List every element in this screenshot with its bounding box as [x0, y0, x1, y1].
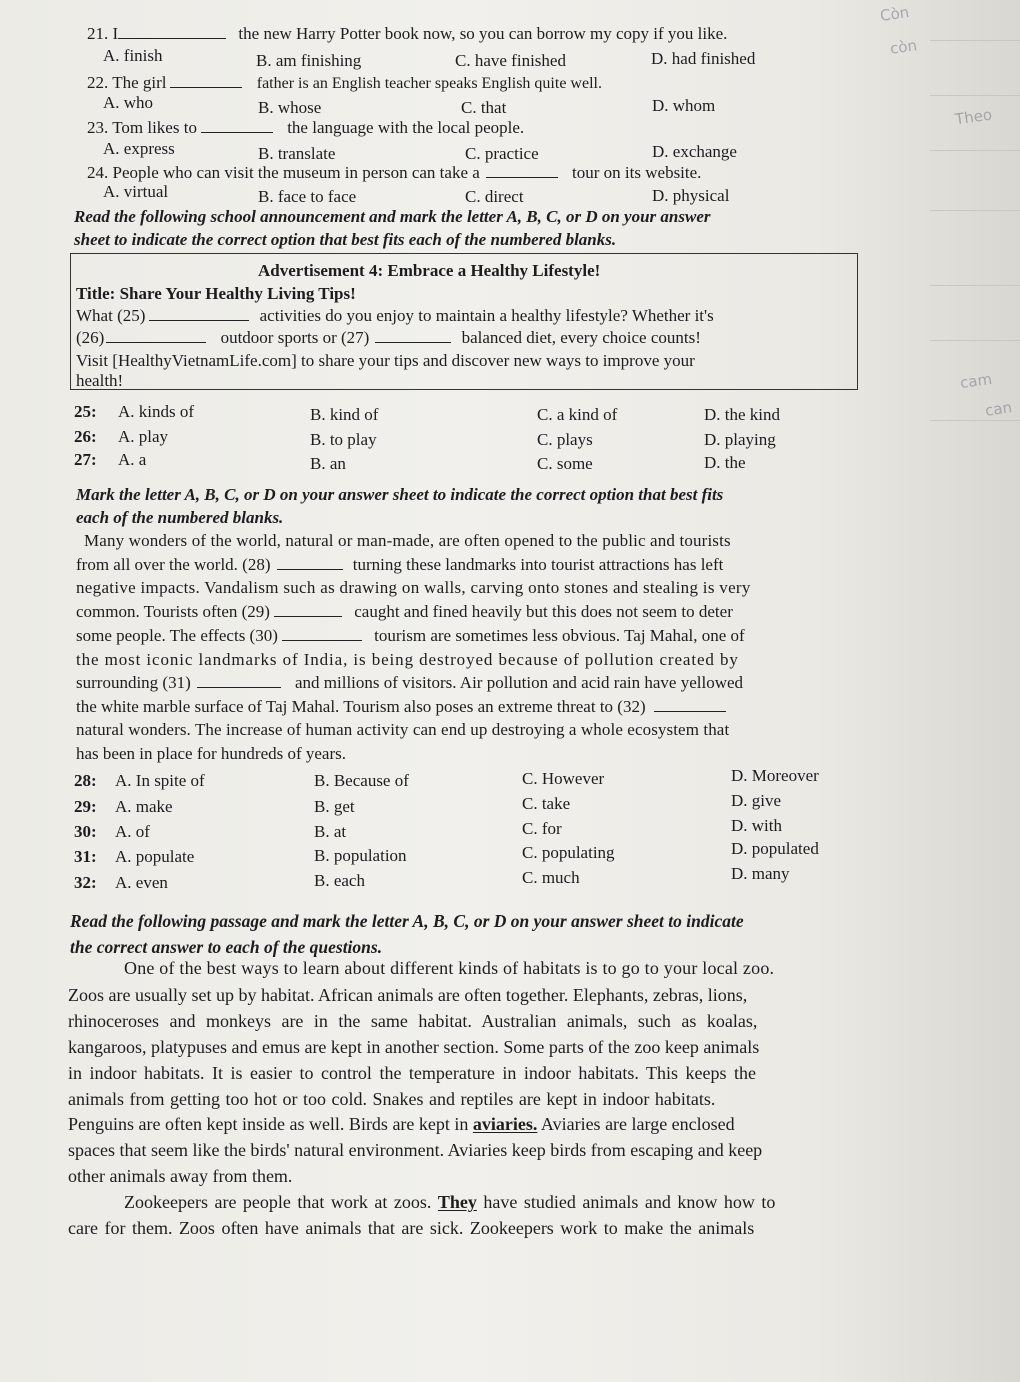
passage-line: the most iconic landmarks of India, is being destroyed because of pollution created by — [76, 650, 739, 669]
option-d: D. had finished — [651, 49, 756, 68]
passage-line: negative impacts. Vandalism such as drawing on walls, carving onto stones and stealing is very — [76, 578, 751, 597]
answer-blank[interactable] — [654, 697, 726, 712]
option-d: D. many — [731, 864, 790, 883]
handwritten-note: Theo — [953, 105, 994, 129]
passage-line: care for them. Zoos often have animals that are sick. Zookeepers work to make the animals — [68, 1218, 755, 1238]
margin-rule — [930, 420, 1020, 421]
option-c: C. much — [522, 868, 580, 887]
passage-line: One of the best ways to learn about different kinds of habitats is to go to your local zoo. — [124, 958, 775, 978]
underlined-word: They — [437, 1192, 477, 1212]
option-d: D. populated — [731, 839, 819, 858]
passage-line: spaces that seem like the birds' natural environment. Aviaries keep birds from escaping and keep — [68, 1140, 763, 1160]
option-d: D. the kind — [704, 405, 781, 424]
option-d: D. Moreover — [731, 766, 819, 785]
passage-line: Zookeepers are people that work at zoos. They have studied animals and know how to — [124, 1192, 776, 1212]
option-a: A. a — [118, 450, 147, 469]
margin-rule — [930, 95, 1020, 96]
option-a: A. who — [103, 93, 154, 112]
question-24: 24. People who can visit the museum in person can take a tour on its website. — [87, 163, 702, 182]
option-b: B. kind of — [310, 405, 379, 424]
option-a: A. even — [115, 873, 168, 892]
option-a: A. express — [103, 139, 175, 158]
option-a: A. of — [115, 822, 150, 841]
option-c: C. direct — [465, 187, 524, 206]
passage-line: some people. The effects (30) tourism are sometimes less obvious. Taj Mahal, one of — [76, 626, 745, 645]
option-d: D. exchange — [652, 142, 737, 161]
instruction-text: sheet to indicate the correct option that best fits each of the numbered blanks. — [74, 230, 617, 249]
instruction-text: the correct answer to each of the questions. — [70, 937, 383, 957]
passage-line: animals from getting too hot or too cold. Snakes and reptiles are kept in indoor habitats. — [68, 1089, 716, 1109]
answer-blank[interactable] — [197, 673, 281, 688]
passage-line: kangaroos, platypuses and emus are kept in another section. Some parts of the zoo keep animals — [68, 1037, 760, 1057]
option-d: D. give — [731, 791, 782, 810]
passage-line: Many wonders of the world, natural or man-made, are often opened to the public and tourists — [84, 531, 731, 550]
ad-title: Title: Share Your Healthy Living Tips! — [76, 284, 356, 303]
margin-rule — [930, 285, 1020, 286]
passage-line: has been in place for hundreds of years. — [76, 744, 347, 763]
option-c: C. some — [537, 454, 593, 473]
question-number: 30: — [74, 822, 97, 841]
underlined-word: aviaries. — [472, 1114, 538, 1134]
passage-line: from all over the world. (28) turning these landmarks into tourist attractions has left — [76, 555, 724, 574]
question-23: 23. Tom likes to the language with the local people. — [87, 118, 525, 137]
option-b: B. translate — [258, 144, 336, 163]
instruction-text: Mark the letter A, B, C, or D on your answer sheet to indicate the correct option that best fits — [76, 485, 724, 504]
option-b: B. an — [310, 454, 346, 473]
question-number: 25: — [74, 402, 97, 421]
question-number: 31: — [74, 847, 97, 866]
option-d: D. with — [731, 816, 782, 835]
passage-line: Penguins are often kept inside as well. Birds are kept in aviaries. Aviaries are large enclosed — [68, 1114, 735, 1134]
margin-rule — [930, 340, 1020, 341]
option-a: A. make — [115, 797, 173, 816]
passage-line: surrounding (31) and millions of visitors. Air pollution and acid rain have yellowed — [76, 673, 744, 692]
option-d: D. playing — [704, 430, 776, 449]
instruction-text: Read the following school announcement and mark the letter A, B, C, or D on your answer — [74, 207, 711, 226]
question-number: 27: — [74, 450, 97, 469]
answer-blank[interactable] — [486, 163, 558, 178]
option-d: D. physical — [652, 186, 730, 205]
margin-rule — [930, 40, 1020, 41]
option-c: C. take — [522, 794, 571, 813]
question-22: 22. The girl father is an English teacher speaks English quite well. — [87, 73, 602, 92]
option-b: B. each — [314, 871, 365, 890]
question-number: 26: — [74, 427, 97, 446]
option-c: C. for — [522, 819, 562, 838]
option-a: A. finish — [103, 46, 163, 65]
option-b: B. get — [314, 797, 355, 816]
passage-line: rhinoceroses and monkeys are in the same habitat. Australian animals, such as koalas, — [68, 1011, 758, 1031]
answer-blank[interactable] — [201, 118, 273, 133]
margin-rule — [930, 210, 1020, 211]
instruction-text: each of the numbered blanks. — [76, 508, 284, 527]
question-number: 32: — [74, 873, 97, 892]
option-a: A. In spite of — [115, 771, 205, 790]
option-c: C. plays — [537, 430, 593, 449]
option-c: C. have finished — [455, 51, 566, 70]
option-c: C. a kind of — [537, 405, 618, 424]
ad-line: What (25) activities do you enjoy to maintain a healthy lifestyle? Whether it's — [76, 306, 714, 325]
passage-line: the white marble surface of Taj Mahal. Tourism also poses an extreme threat to (32) — [76, 697, 726, 717]
answer-blank[interactable] — [277, 555, 343, 570]
option-c: C. practice — [465, 144, 539, 163]
option-a: A. play — [118, 427, 169, 446]
question-21: 21. I the new Harry Potter book now, so you can borrow my copy if you like. — [87, 24, 728, 43]
option-a: A. populate — [115, 847, 195, 866]
option-c: C. that — [461, 98, 507, 117]
ad-line: (26) outdoor sports or (27) balanced diet, every choice counts! — [76, 328, 701, 347]
option-c: C. populating — [522, 843, 615, 862]
option-b: B. am finishing — [256, 51, 362, 70]
ad-line: Visit [HealthyVietnamLife.com] to share your tips and discover new ways to improve your — [76, 351, 695, 370]
passage-line: natural wonders. The increase of human activity can end up destroying a whole ecosystem that — [76, 720, 730, 739]
answer-blank[interactable] — [170, 73, 242, 88]
handwritten-note: còn — [888, 36, 919, 58]
handwritten-note: can — [983, 398, 1014, 420]
ad-line: health! — [76, 371, 124, 390]
option-b: B. population — [314, 846, 407, 865]
handwritten-note: cam — [958, 369, 994, 393]
option-b: B. to play — [310, 430, 377, 449]
question-number: 29: — [74, 797, 97, 816]
handwritten-note: Còn — [878, 3, 911, 25]
option-b: B. face to face — [258, 187, 357, 206]
option-d: D. whom — [652, 96, 716, 115]
answer-blank[interactable] — [282, 626, 362, 641]
option-a: A. virtual — [103, 182, 169, 201]
answer-blank[interactable] — [118, 24, 226, 39]
answer-blank[interactable] — [274, 602, 342, 617]
answer-blank[interactable] — [375, 328, 451, 343]
option-d: D. the — [704, 453, 746, 472]
ad-heading: Advertisement 4: Embrace a Healthy Lifestyle! — [258, 261, 601, 280]
answer-blank[interactable] — [106, 328, 206, 343]
option-c: C. However — [522, 769, 605, 788]
question-number: 28: — [74, 771, 97, 790]
answer-blank[interactable] — [149, 306, 249, 321]
passage-line: other animals away from them. — [68, 1166, 293, 1186]
passage-line: in indoor habitats. It is easier to control the temperature in indoor habitats. This keeps the — [68, 1063, 757, 1083]
option-a: A. kinds of — [118, 402, 195, 421]
option-b: B. at — [314, 822, 347, 841]
passage-line: Zoos are usually set up by habitat. African animals are often together. Elephants, zebras, lions, — [68, 985, 748, 1005]
margin-rule — [930, 150, 1020, 151]
option-b: B. Because of — [314, 771, 409, 790]
passage-line: common. Tourists often (29) caught and fined heavily but this does not seem to deter — [76, 602, 733, 621]
instruction-text: Read the following passage and mark the letter A, B, C, or D on your answer sheet to indicate — [70, 911, 744, 931]
option-b: B. whose — [258, 98, 322, 117]
